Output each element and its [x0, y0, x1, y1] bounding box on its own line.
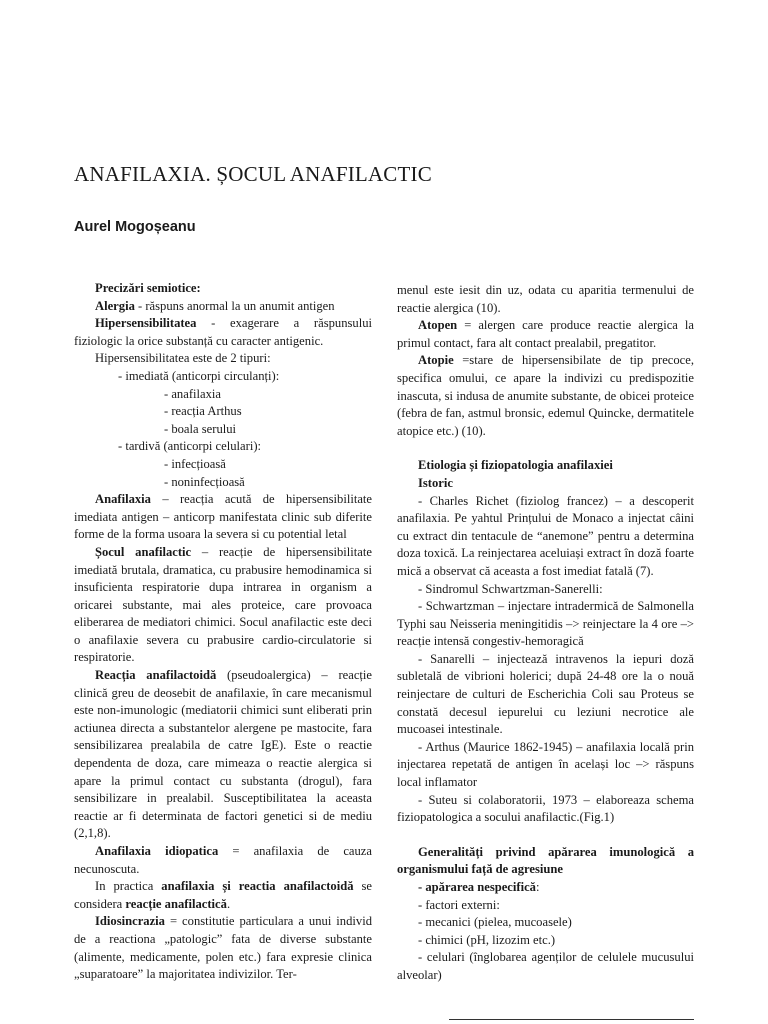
definition-anafilaxia-idiopatica: Anafilaxia idiopatica = anafilaxia de cauza necunoscuta.: [74, 844, 372, 876]
list-item-imediata: - imediată (anticorpi circulanți):: [118, 368, 280, 383]
practice-note: In practica anafilaxia și reactia anafilactoidă se considera reacție anafilactică.: [74, 879, 372, 911]
list-item-noninfectioasa: - noninfecțioasă: [164, 474, 245, 489]
author-name: Aurel Mogoșeanu: [74, 219, 196, 235]
spacer: [397, 440, 694, 457]
left-column: [74, 280, 372, 984]
list-item-infectioasa: - infecțioasă: [164, 456, 226, 471]
history-richet: - Charles Richet (fiziolog francez) – a descoperit anafilaxia. Pe yahtul Prințului de Monaco a injectat câini cu extract din tentacule de “anemone” pentru a determina doza toxică. La reinjectarea aceluiași extract în doză foarte mică a observat că aceasta a fost imediat fatală (7).: [397, 493, 694, 578]
list-item-celulari: - celulari (înglobarea agenților de celulele mucusului alveolar): [397, 950, 694, 982]
section-heading-generalitati: Generalități privind apărarea imunologică a organismului față de agresiune: [397, 844, 694, 877]
definition-anafilaxia: Anafilaxia – reacția acută de hipersensibilitate imediata antigen – anticorp manifestata clinic sub diferite forme de la forma usoara la severa si cu potential letal: [74, 492, 372, 542]
definition-idiosincrazia: Idiosincrazia = constitutie particulara a unui individ de a reactiona „patologic” fata de diverse substante (alimente, medicamente, polen etc.) fara expresie clinica „suparatoare” la majoritatea indivizilor. Ter-: [74, 914, 372, 982]
definition-atopie: Atopie =stare de hipersensibilate de tip precoce, specifica omului, ce apare la indivizi cu predispozitie inascuta, si indusa de anumite substante, de obicei proteice (febra de fan, astmul bronsic, edemul Quincke, dermatitele atopice etc.) (10).: [397, 353, 694, 438]
article-title: ANAFILAXIA. ȘOCUL ANAFILACTIC: [74, 162, 432, 186]
types-intro: Hipersensibilitatea este de 2 tipuri:: [95, 351, 271, 366]
list-item-nespecifica: - apărarea nespecifică:: [418, 880, 540, 894]
definition-atopen: Atopen = alergen care produce reactie alergica la primul contact, fara alt contact prealabil, pregatitor.: [397, 318, 694, 350]
definition-alergia: Alergia - răspuns anormal la un anumit antigen: [95, 298, 335, 313]
section-heading-istoric: Istoric: [418, 475, 453, 490]
continued-paragraph: menul este iesit din uz, odata cu aparitia termenului de reactie alergica (10).: [397, 283, 694, 315]
list-item-chimici: - chimici (pH, lizozim etc.): [418, 932, 556, 947]
footnote-divider: [449, 1019, 694, 1020]
definition-hipersensibilitatea: Hipersensibilitatea - exagerare a răspunsului fiziologic la orice substanță cu caracter antigenic.: [74, 316, 372, 348]
list-item-anafilaxia: - anafilaxia: [164, 386, 221, 401]
history-suteu: - Suteu si colaboratorii, 1973 – elaboreaza schema fiziopatologica a socului anafilactic.(Fig.1): [397, 792, 694, 825]
history-schwartzman: - Schwartzman – injectare intradermică de Salmonella Typhi sau Neisseria meningitidis –> reinjectare la 4 ore –> reacție intensă congestiv-hemoragică: [397, 599, 694, 649]
list-item-tardiva: - tardivă (anticorpi celulari):: [118, 439, 262, 454]
definition-reactia-anafilactoida: Reacția anafilactoidă (pseudoalergica) – reacție clinică greu de deosebit de anafilaxie, în care mecanismul este non-imunologic (mediatorii chimici sunt eliberati prin actiunea directa a substantelor alergene pe mastocite, fara sensibilizarea prealabila de catre IgE). Este o reactie dependenta de doza, care mimeaza o reactie alergica si apare la primul contact cu substanta (drogul), fara sensibilizare in prealabil. Susceptibilitatea la aceasta reactie ar fi determinata de factori genetici si de mediu (2,1,8).: [74, 668, 372, 841]
definition-socul-anafilactic: Șocul anafilactic – reacție de hipersensibilitate imediată brutala, dramatica, cu prabusire hemodinamica si insuficienta respiratorie dupa intrarea in organism a oricarei substante, mai ales proteice, care provoaca eliberarea de mediatori chimici. Socul anafilactic este deci o anafilaxie severa cu prabusire cardio-circulatorie si respiratorie.: [74, 544, 372, 665]
list-item-boala-serului: - boala serului: [164, 421, 237, 436]
list-item-mecanici: - mecanici (pielea, mucoasele): [418, 915, 572, 930]
list-item-arthus: - reacția Arthus: [164, 404, 242, 419]
spacer: [397, 827, 694, 844]
right-column: [397, 282, 694, 985]
history-sindromul: - Sindromul Schwartzman-Sanerelli:: [418, 581, 603, 596]
list-item-factori-externi: - factori externi:: [418, 897, 500, 912]
section-heading-etiologia: Etiologia și fiziopatologia anafilaxiei: [418, 458, 613, 473]
history-sanarelli: - Sanarelli – injectează intravenos la iepuri doză subletală de vibrioni holerici; după 24-48 ore la o nouă reinjectare de culturi de Escherichia Coli sau Proteus se constată decesul iepurelui cu leziuni necrotice ale mucoasei intestinale.: [397, 651, 694, 737]
history-arthus: - Arthus (Maurice 1862-1945) – anafilaxia locală prin injectarea repetată de antigen în același loc –> răspuns local inflamator: [397, 739, 694, 790]
section-heading-semiotice: Precizări semiotice:: [95, 281, 201, 295]
